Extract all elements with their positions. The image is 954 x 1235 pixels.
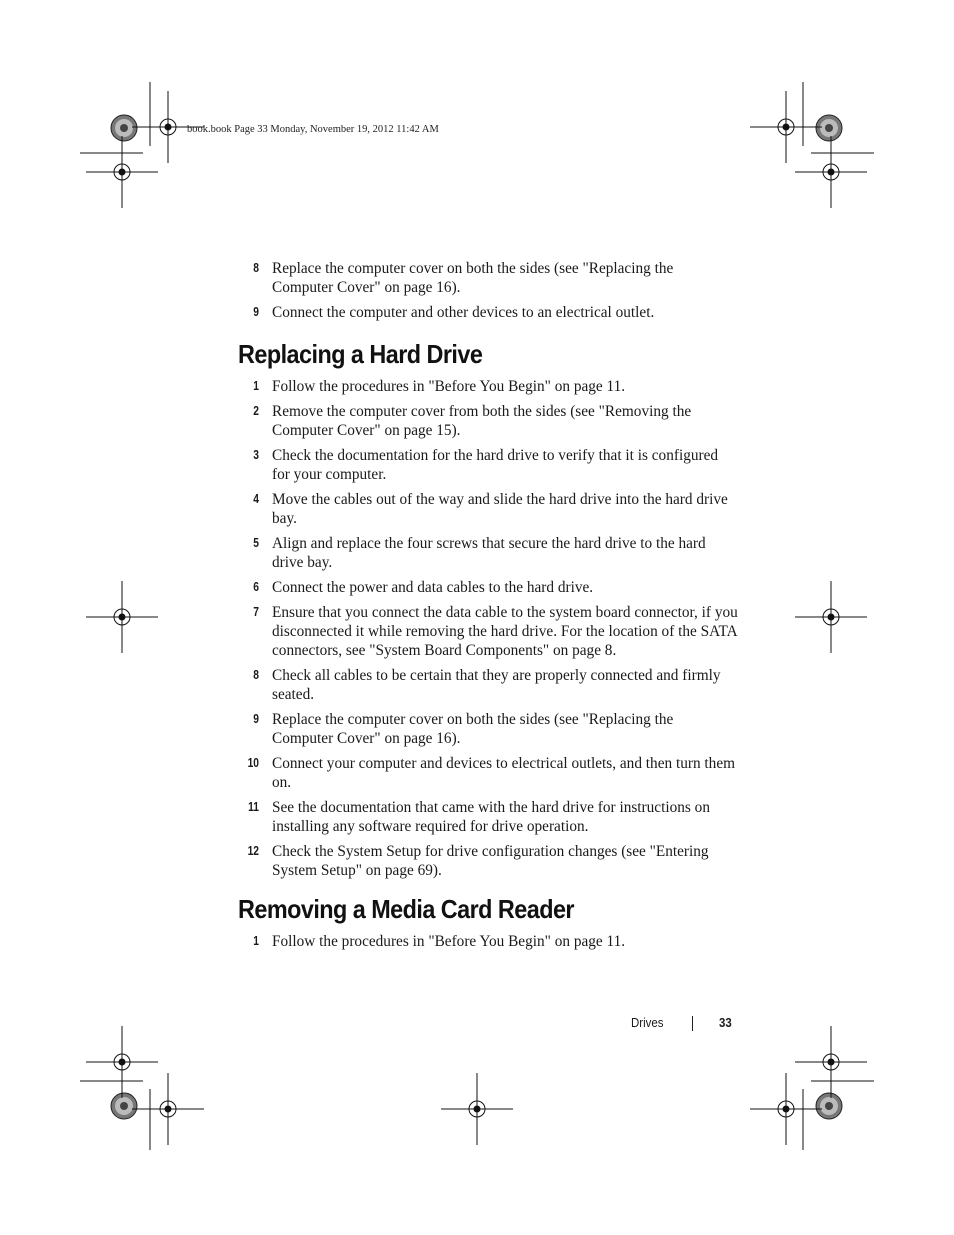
step-text: Replace the computer cover on both the sides (see "Replacing the Computer Cover" on page 16). xyxy=(272,711,674,747)
step-number: 7 xyxy=(253,605,259,619)
step-number: 8 xyxy=(253,668,259,682)
registration-target-icon xyxy=(86,1026,158,1098)
registration-target-icon xyxy=(795,581,867,653)
continuation-steps xyxy=(238,259,738,328)
step-text: Check the documentation for the hard drive to verify that it is configured for your computer. xyxy=(272,447,719,483)
registration-target-icon xyxy=(86,581,158,653)
registration-target-icon xyxy=(441,1073,513,1145)
step-number: 6 xyxy=(253,580,259,594)
footer-section-name: Drives xyxy=(631,1015,664,1030)
step-item xyxy=(238,303,738,322)
registration-target-icon xyxy=(750,91,822,163)
step-number: 1 xyxy=(253,379,259,393)
step-item xyxy=(238,446,738,484)
step-item xyxy=(238,534,738,572)
step-text: Follow the procedures in "Before You Begin" on page 11. xyxy=(272,378,626,395)
step-number: 10 xyxy=(247,756,259,770)
step-item xyxy=(238,578,738,597)
step-text: Check the System Setup for drive configuration changes (see "Entering System Setup" on page 69). xyxy=(272,843,709,879)
step-number: 9 xyxy=(253,305,259,319)
step-item xyxy=(238,754,738,792)
step-item xyxy=(238,603,738,660)
registration-target-icon xyxy=(750,1073,822,1145)
step-number: 8 xyxy=(253,261,259,275)
step-number: 4 xyxy=(253,492,259,506)
step-number: 2 xyxy=(253,404,259,418)
step-number: 1 xyxy=(253,934,259,948)
step-item xyxy=(238,402,738,440)
step-text: See the documentation that came with the hard drive for instructions on installing any software required for drive operation. xyxy=(272,799,710,835)
step-number: 11 xyxy=(248,800,259,814)
section-heading-removing-media-card-reader: Removing a Media Card Reader xyxy=(238,894,574,924)
step-text: Connect the power and data cables to the hard drive. xyxy=(272,579,594,596)
step-item xyxy=(238,798,738,836)
hard-drive-steps xyxy=(238,377,738,886)
step-number: 9 xyxy=(253,712,259,726)
step-number: 3 xyxy=(253,448,259,462)
print-slug: book.book Page 33 Monday, November 19, 2012 11:42 AM xyxy=(187,124,439,135)
registration-star-icon xyxy=(816,1093,842,1119)
step-number: 5 xyxy=(253,536,259,550)
registration-target-icon xyxy=(132,91,204,163)
step-item xyxy=(238,666,738,704)
step-text: Ensure that you connect the data cable to the system board connector, if you disconnected it while removing the hard drive. For the location of the SATA connectors, see "System Board Components" on page 8. xyxy=(272,604,738,659)
step-text: Align and replace the four screws that secure the hard drive to the hard drive bay. xyxy=(272,535,706,571)
step-item xyxy=(238,259,738,297)
step-text: Connect the computer and other devices to an electrical outlet. xyxy=(272,304,655,321)
step-item xyxy=(238,932,738,951)
footer-divider xyxy=(692,1016,693,1031)
step-item xyxy=(238,377,738,396)
media-card-reader-steps xyxy=(238,932,738,957)
step-text: Remove the computer cover from both the sides (see "Removing the Computer Cover" on page 15). xyxy=(272,403,692,439)
registration-star-icon xyxy=(816,115,842,141)
registration-target-icon xyxy=(795,136,867,208)
registration-target-icon xyxy=(86,136,158,208)
step-text: Replace the computer cover on both the sides (see "Replacing the Computer Cover" on page 16). xyxy=(272,260,674,296)
step-item xyxy=(238,490,738,528)
step-item xyxy=(238,842,738,880)
step-text: Move the cables out of the way and slide the hard drive into the hard drive bay. xyxy=(272,491,728,527)
registration-target-icon xyxy=(132,1073,204,1145)
step-item xyxy=(238,710,738,748)
step-text: Check all cables to be certain that they are properly connected and firmly seated. xyxy=(272,667,721,703)
registration-star-icon xyxy=(111,115,137,141)
section-heading-replacing-hard-drive: Replacing a Hard Drive xyxy=(238,339,483,369)
step-number: 12 xyxy=(247,844,259,858)
registration-star-icon xyxy=(111,1093,137,1119)
registration-target-icon xyxy=(795,1026,867,1098)
page-number: 33 xyxy=(719,1015,732,1030)
step-text: Connect your computer and devices to electrical outlets, and then turn them on. xyxy=(272,755,736,791)
step-text: Follow the procedures in "Before You Begin" on page 11. xyxy=(272,933,626,950)
